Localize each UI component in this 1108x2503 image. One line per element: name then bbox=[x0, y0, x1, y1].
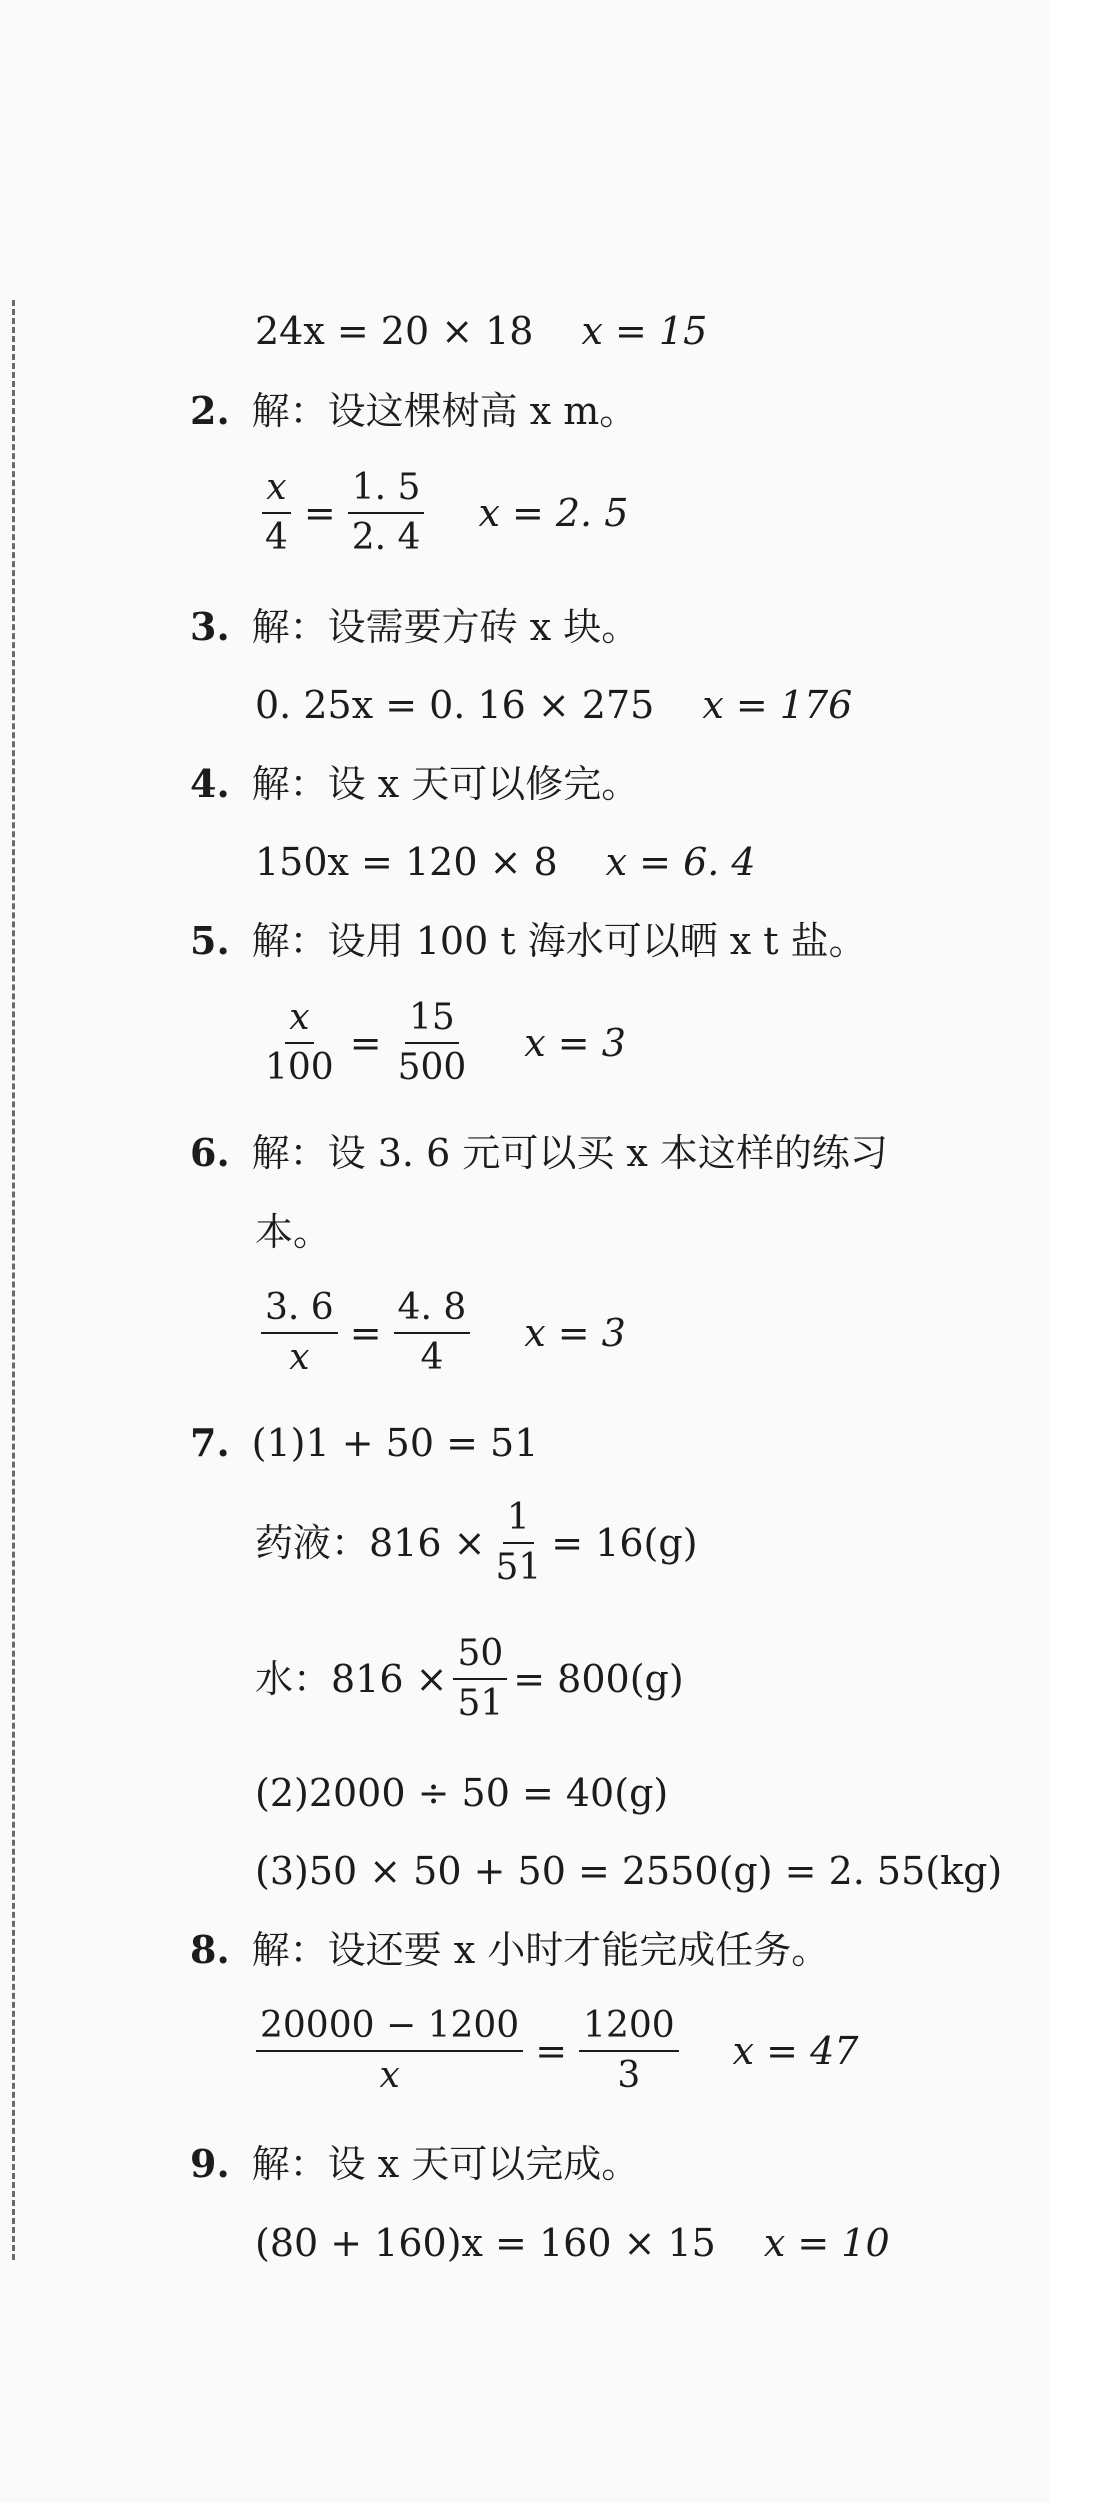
line-q2-equation: $\frac{x}{4}$ = $\frac{1. 5}{2. 4}$ x = 2. 5 bbox=[255, 470, 628, 556]
line-q4: 4. 解：设 x 天可以修完。 bbox=[190, 761, 640, 806]
line-q7-water: 水：816 × $\frac{50}{51}$ = 800(g) bbox=[255, 1633, 684, 1724]
line-q8: 8. 解：设还要 x 小时才能完成任务。 bbox=[190, 1927, 830, 1972]
line-q3-equation: 0. 25x = 0. 16 × 275 x = 176 bbox=[255, 683, 853, 727]
fraction: $\frac{1}{51}$ bbox=[495, 1497, 542, 1588]
question-number: 7. bbox=[190, 1420, 230, 1465]
line-q7: 7. (1)1 + 50 = 51 bbox=[190, 1420, 539, 1465]
line-q6-equation: $\frac{3. 6}{x}$ = $\frac{4. 8}{4}$ x = 3 bbox=[255, 1290, 626, 1376]
fraction: $\frac{15}{500}$ bbox=[397, 997, 467, 1088]
line-q1-equation: 24x = 20 × 18 x = 15 bbox=[255, 309, 708, 353]
line-q5-equation: $\frac{x}{100}$ = $\frac{15}{500}$ x = 3 bbox=[255, 1000, 626, 1086]
fraction: $\frac{3. 6}{x}$ bbox=[261, 1290, 338, 1376]
question-number: 8. bbox=[190, 1927, 230, 1972]
question-number: 3. bbox=[190, 604, 230, 649]
line-q7-part3: (3)50 × 50 + 50 = 2550(g) = 2. 55(kg) bbox=[255, 1849, 1003, 1893]
line-q6-continued: 本。 bbox=[255, 1210, 332, 1254]
fraction: $\frac{x}{100}$ bbox=[265, 997, 334, 1088]
line-q9-equation: (80 + 160)x = 160 × 15 x = 10 bbox=[255, 2221, 890, 2265]
line-q7-part2: (2)2000 ÷ 50 = 40(g) bbox=[255, 1771, 669, 1815]
line-q4-equation: 150x = 120 × 8 x = 6. 4 bbox=[255, 840, 756, 884]
question-number: 2. bbox=[190, 388, 230, 433]
fraction: $\frac{1200}{3}$ bbox=[579, 2008, 679, 2094]
line-q3: 3. 解：设需要方砖 x 块。 bbox=[190, 604, 640, 649]
dashed-cut-line bbox=[12, 300, 15, 2260]
line-q7-medicine: 药液：816 × $\frac{1}{51}$ = 16(g) bbox=[255, 1497, 698, 1588]
line-q2: 2. 解：设这棵树高 x m。 bbox=[190, 388, 638, 433]
question-number: 9. bbox=[190, 2141, 230, 2186]
fraction: $\frac{4. 8}{4}$ bbox=[394, 1290, 471, 1376]
question-number: 5. bbox=[190, 918, 230, 963]
line-q9: 9. 解：设 x 天可以完成。 bbox=[190, 2141, 640, 2186]
question-number: 4. bbox=[190, 761, 230, 806]
fraction: $\frac{20000 - 1200}{x}$ bbox=[256, 2008, 523, 2094]
line-q8-equation: $\frac{20000 - 1200}{x}$ = $\frac{1200}{3}$ x = 47 bbox=[250, 2008, 858, 2094]
fraction: $\frac{50}{51}$ bbox=[453, 1636, 507, 1722]
fraction: $\frac{x}{4}$ bbox=[261, 470, 292, 556]
question-number: 6. bbox=[190, 1130, 230, 1175]
line-q5: 5. 解：设用 100 t 海水可以晒 x t 盐。 bbox=[190, 918, 867, 963]
fraction: $\frac{1. 5}{2. 4}$ bbox=[348, 470, 425, 556]
line-q6: 6. 解：设 3. 6 元可以买 x 本这样的练习 bbox=[190, 1130, 888, 1175]
